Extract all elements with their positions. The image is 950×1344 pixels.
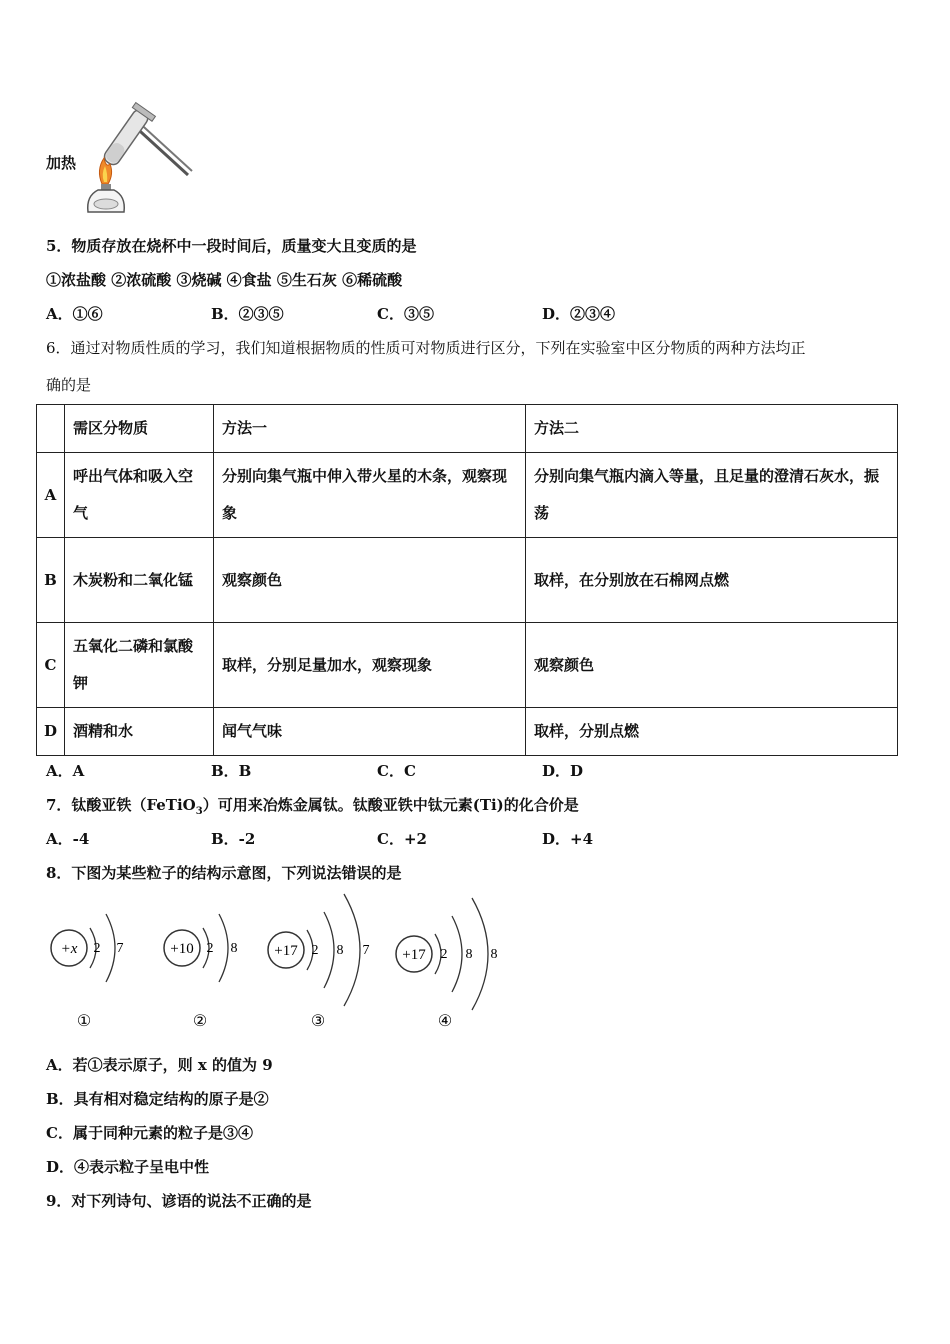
row-label: B: [37, 538, 65, 623]
row-method1: 分别向集气瓶中伸入带火星的木条，观察现象: [214, 453, 526, 538]
table-row: [37, 538, 898, 623]
q7-stem-part2: ）可用来冶炼金属钛。钛酸亚铁中钛元素(Ti)的化合价是: [202, 796, 579, 814]
row-substances: 五氧化二磷和氯酸钾: [65, 623, 214, 708]
q7-stem-part1: 7．钛酸亚铁（FeTiO: [46, 796, 196, 814]
q8-option-b: B．具有相对稳定结构的原子是②: [46, 1090, 269, 1108]
q8-option-c: C．属于同种元素的粒子是③④: [46, 1124, 253, 1142]
diagram-2-shell-2: 8: [230, 941, 238, 956]
diagram-1-shell-2: 7: [116, 941, 124, 956]
q8-stem: 8．下图为某些粒子的结构示意图，下列说法错误的是: [46, 864, 402, 882]
q7-stem: [46, 794, 579, 817]
row-substances: 呼出气体和吸入空气: [65, 453, 214, 538]
q6-option-c: C．C: [377, 762, 416, 780]
diagram-3-label: ③: [310, 1013, 326, 1030]
diagram-2-label: ②: [192, 1013, 208, 1030]
row-method1: 取样，分别足量加水，观察现象: [214, 623, 526, 708]
diagram-4-nucleus: +17: [402, 947, 426, 963]
row-method2: 观察颜色: [526, 623, 898, 708]
diagram-3-shell-3: 7: [362, 943, 370, 958]
diagram-4-label: ④: [437, 1013, 453, 1030]
q6-option-d: D．D: [542, 762, 584, 780]
header-method1: 方法一: [214, 405, 526, 453]
diagram-4: [396, 898, 498, 1030]
table-row: [37, 708, 898, 756]
q7-option-b: B．-2: [211, 830, 256, 848]
table-row: [37, 623, 898, 708]
q7-subscript: 3: [195, 806, 203, 817]
row-method1: 闻气气味: [214, 708, 526, 756]
diagram-1-nucleus: +x: [60, 941, 78, 957]
diagram-2-shell-1: 2: [206, 941, 214, 956]
heating-apparatus-figure: [78, 100, 196, 218]
diagram-2-nucleus: +10: [170, 941, 194, 957]
atomic-structure-diagrams: [40, 888, 510, 1038]
diagram-4-shell-1: 2: [440, 947, 448, 962]
q6-stem-line2: 确的是: [46, 376, 92, 394]
q7-option-c: C．+2: [377, 830, 427, 848]
diagram-4-shell-2: 8: [465, 947, 473, 962]
diagram-1-label: ①: [76, 1013, 92, 1030]
table-row: [37, 453, 898, 538]
row-label: A: [37, 453, 65, 538]
row-method2: 取样，在分别放在石棉网点燃: [526, 538, 898, 623]
row-label: D: [37, 708, 65, 756]
q5-option-b: B．②③⑤: [211, 305, 284, 323]
q6-option-b: B．B: [211, 762, 252, 780]
diagram-4-shell-3: 8: [490, 947, 498, 962]
diagram-3-shell-2: 8: [336, 943, 344, 958]
row-method2: 取样，分别点燃: [526, 708, 898, 756]
q7-option-d: D．+4: [542, 830, 594, 848]
q9-stem: 9．对下列诗句、谚语的说法不正确的是: [46, 1192, 312, 1210]
diagram-2: [164, 914, 238, 1030]
row-method1: 观察颜色: [214, 538, 526, 623]
q5-stem: 5．物质存放在烧杯中一段时间后，质量变大且变质的是: [46, 237, 417, 255]
heating-label: 加热: [46, 154, 77, 172]
row-substances: 木炭粉和二氧化锰: [65, 538, 214, 623]
q5-option-c: C．③⑤: [377, 305, 434, 323]
diagram-3-shell-1: 2: [311, 943, 319, 958]
diagram-1: [51, 914, 124, 1030]
row-substances: 酒精和水: [65, 708, 214, 756]
q5-option-d: D．②③④: [542, 305, 616, 323]
q8-option-d: D．④表示粒子呈电中性: [46, 1158, 210, 1176]
q5-option-a: A．①⑥: [46, 305, 103, 323]
row-label: C: [37, 623, 65, 708]
q5-items: ①浓盐酸 ②浓硫酸 ③烧碱 ④食盐 ⑤生石灰 ⑥稀硫酸: [46, 271, 403, 289]
q6-table: [36, 404, 898, 756]
header-substances: 需区分物质: [65, 405, 214, 453]
q6-option-a: A．A: [46, 762, 85, 780]
q7-option-a: A．-4: [46, 830, 90, 848]
diagram-1-shell-1: 2: [93, 941, 101, 956]
row-method2: 分别向集气瓶内滴入等量，且足量的澄清石灰水，振荡: [526, 453, 898, 538]
q6-stem-line1: 6．通过对物质性质的学习，我们知道根据物质的性质可对物质进行区分，下列在实验室中区分物质的两种方法均正: [46, 339, 806, 357]
table-header-row: [37, 405, 898, 453]
diagram-3-nucleus: +17: [274, 943, 298, 959]
header-label: [37, 405, 65, 453]
diagram-3: [268, 894, 370, 1030]
header-method2: 方法二: [526, 405, 898, 453]
q8-option-a: A．若①表示原子，则 x 的值为 9: [46, 1056, 273, 1074]
